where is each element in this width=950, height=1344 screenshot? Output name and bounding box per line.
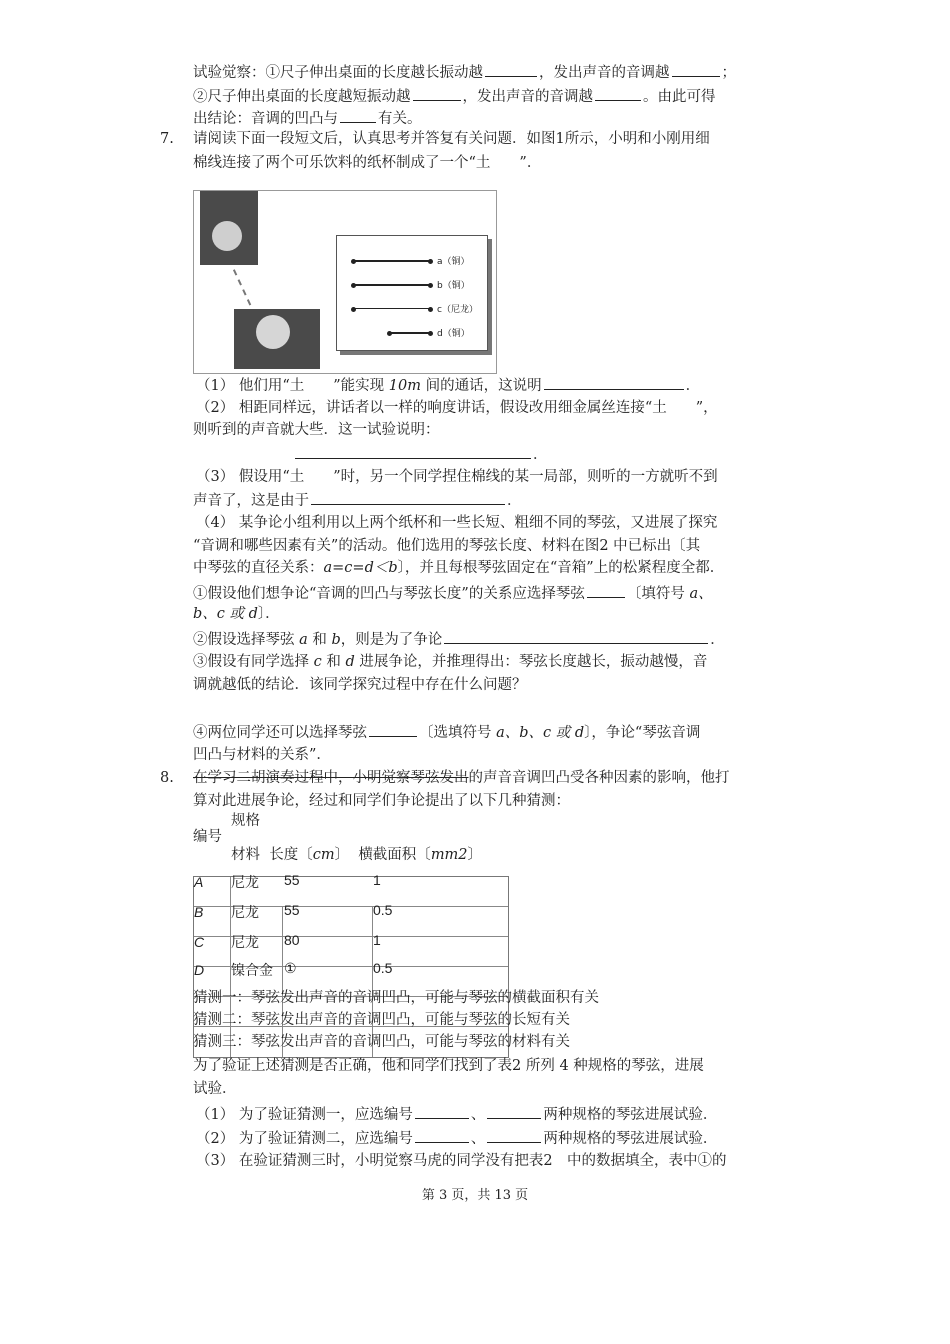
q7-part-3: （3） 假设用“土 ”时，另一个同学捏住棉线的某一局部，则听的一方就听不到 [196,469,718,485]
row-a-area: 1 [373,872,381,888]
blank [587,583,625,598]
blank [487,1128,541,1143]
string-label-b: b（铜） [437,281,470,291]
guess-3: 猜测三：琴弦发出声音的音调凹凸，可能与琴弦的材料有关 [193,1034,570,1050]
q7-part-4: （4） 某争论小组利用以上两个纸杯和一些长短、粗细不同的琴弦，又进展了探究 [196,515,718,531]
row-b-material: 尼龙 [231,904,259,920]
q8-line-1: 在学习二胡演奏过程中，小明觉察琴弦发出的声音音调凹凸受各种因素的影响，他打 [193,770,730,786]
q6-line-2: ②尺子伸出桌面的长度越短振动越 ，发出声音的音调越 。由此可得 [193,86,716,106]
blank [340,108,376,123]
row-b-area: 0.5 [373,902,393,918]
string-board [336,235,488,351]
q7-part-2: （2） 相距同样远，讲话者以一样的响度讲话，假设改用细金属丝连接“土 ”， [196,400,718,416]
blank [485,62,537,77]
q6-line-3: 出结论：音调的凹凸与 有关。 [193,108,422,128]
row-c-area: 1 [373,932,381,948]
row-a-length: 55 [284,872,300,888]
guess-2: 猜测二：琴弦发出声音的音调凹凸，可能与琴弦的长短有关 [193,1012,570,1028]
q7-sub-4b: 凹凸与材料的关系”． [193,747,331,763]
q7-part-2b: 则听到的声音就大些．这一试验说明： [193,422,440,438]
q7-part-1: （1） 他们用“土 ”能实现 10m 间的通话，这说明 ． [196,375,700,395]
page-footer: 第 3 页，共 13 页 [421,1188,529,1203]
q8-part-1: （1） 为了验证猜测一，应选编号 、 两种规格的琴弦进展试验． [196,1104,717,1124]
q7-sub-3b: 调就越低的结论．该同学探究过程中存在什么问题？ [193,677,527,693]
string-label-d: d（铜） [437,329,470,339]
row-c-id: C [194,934,205,950]
photo-face [256,315,290,349]
blank [487,1104,541,1119]
table-header-id: 编号 [193,829,222,845]
string-d [389,332,431,334]
blank [311,490,505,505]
q7-sub-1: ①假设他们想争论“音调的凹凸与琴弦长度”的关系应选择琴弦 〔填符号 a、 [193,583,713,603]
q8-number: 8. [160,770,174,786]
q8-part-3: （3） 在验证猜测三时，小明觉察马虎的同学没有把表2 中的数据填全，表中①的 [196,1153,727,1169]
q7-sub-3: ③假设有同学选择 c 和 d 进展争论，并推理得出：琴弦长度越长，振动越慢，音 [193,654,708,670]
blank [415,1128,469,1143]
q7-part-3b: 声音了，这是由于 ． [193,490,522,510]
row-a-id: A [194,874,204,890]
row-d-id: D [194,962,205,978]
q7-part-2c: ． [293,444,548,464]
q7-sub-2: ②假设选择琴弦 a 和 b，则是为了争论 ． [193,629,725,649]
blank [672,62,720,77]
photo-face [212,221,242,251]
q6-line-1: 试验觉察：①尺子伸出桌面的长度越长振动越 ，发出声音的音调越 ； [193,62,736,82]
row-d-material: 镍合金 [231,962,273,978]
q7-part-4b: “音调和哪些因素有关”的活动。他们选用的琴弦长度、材料在图2 中已标出〔其 [193,538,701,554]
q7-number: 7. [160,131,174,147]
q8-line-4: 试验． [193,1081,237,1097]
row-b-id: B [194,904,204,920]
blank [415,1104,469,1119]
q7-line-1: 请阅读下面一段短文后，认真思考并答复有关问题．如图1所示，小明和小刚用细 [193,131,710,147]
blank [369,722,417,737]
row-a-material: 尼龙 [231,874,259,890]
string-label-c: c（尼龙） [437,305,478,315]
string-a [353,260,431,262]
row-d-area: 0.5 [373,960,393,976]
q7-part-4c: 中琴弦的直径关系：a=c=d＜b〕，并且每根琴弦固定在“音箱”上的松紧程度全都． [193,560,725,576]
row-c-length: 80 [284,932,300,948]
guess-1: 猜测一：琴弦发出声音的音调凹凸，可能与琴弦的横截面积有关 [193,990,599,1006]
q8-line-3: 为了验证上述猜测是否正确，他和同学们找到了表2 所列 4 种规格的琴弦，进展 [193,1058,704,1074]
blank [595,86,641,101]
blank [295,444,531,459]
q7-sub-4: ④两位同学还可以选择琴弦 〔选填符号 a、b、c 或 d〕，争论“琴弦音调 [193,722,700,742]
q7-line-2: 棉线连接了两个可乐饮料的纸杯制成了一个“土 ”． [193,155,542,171]
figure-1 [193,190,497,374]
row-b-length: 55 [284,902,300,918]
row-d-length: ① [284,960,297,976]
string-c [353,308,431,309]
q7-sub-1b: b、c 或 d〕． [193,606,280,622]
blank [444,629,708,644]
table-header-row: 材料 长度〔cm〕 横截面积〔mm2〕 [231,847,483,863]
row-c-material: 尼龙 [231,934,259,950]
blank [544,375,684,390]
table-header-spec: 规格 [231,813,260,829]
q8-line-2: 算对此进展争论，经过和同学们争论提出了以下几种猜测： [193,793,570,809]
string-label-a: a（铜） [437,257,470,267]
string-line [233,257,283,316]
string-b [353,284,431,286]
blank [413,86,461,101]
q8-part-2: （2） 为了验证猜测二，应选编号 、 两种规格的琴弦进展试验． [196,1128,717,1148]
